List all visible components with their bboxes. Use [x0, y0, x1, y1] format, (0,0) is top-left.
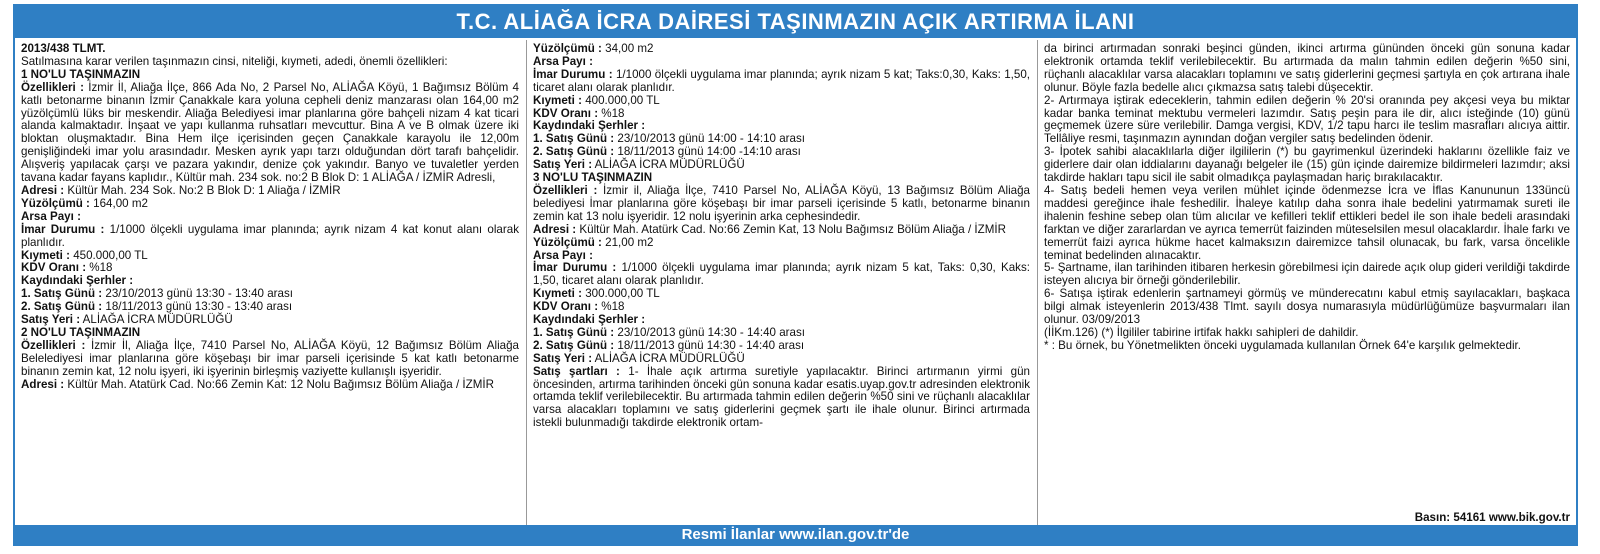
field-value: 18/11/2013 günü 14:00 -14:10 arası	[614, 145, 801, 159]
paragraph	[1044, 185, 1570, 262]
paragraph-text: 3- İpotek sahibi alacaklılarla diğer ilgililerin (*) bu gayrimenkul üzerindeki haklarını özellikle faiz ve giderlere dair olan iddialarını dayanağı belgeler ile (15) gün içinde dairemize bildirmeleri lazımdır; aksi takdirde hakları tapu sicil ile sabit olmadıkça paylaşmadan hariç bırakılacaktır.	[1044, 145, 1570, 185]
field-value: 450.000,00 TL	[69, 248, 148, 262]
column-1	[15, 40, 525, 544]
paragraph	[1044, 288, 1570, 327]
field-value: %18	[86, 261, 113, 275]
field-label: Adresi :	[533, 222, 577, 236]
paragraph-text: Satılmasına karar verilen taşınmazın cinsi, niteliği, kıymeti, adedi, önemli özellikleri:	[21, 54, 448, 68]
field-label: Yüzölçümü :	[21, 196, 90, 210]
paragraph	[21, 224, 519, 250]
field-value: 21,00 m2	[601, 235, 654, 249]
field-label: Özellikleri :	[21, 338, 86, 352]
field-label: Kaydındaki Şerhler :	[533, 119, 646, 133]
paragraph-text: 2 NO'LU TAŞINMAZIN	[21, 325, 141, 339]
field-label: 2. Satış Günü :	[533, 145, 615, 159]
paragraph	[533, 366, 1030, 431]
paragraph-text: 2013/438 TLMT.	[21, 42, 106, 55]
paragraph-text: 2- Artırmaya iştirak edeceklerin, tahmin edilen değerin % 20'si oranında pey akçesi veya bu miktar kadar banka teminat mektubu vermeleri lazımdır. Satış peşin para ile dir, alıcı isteğinde (10) günü geçmemek üzere süre verilebilir. Damga vergisi, KDV, 1/2 tapu harcı ile teslim masrafları alıcıya aittir. Tellâliye resmi, taşınmazın aynından doğan vergiler satış bedelinden ödenir.	[1044, 93, 1570, 146]
field-label: İmar Durumu :	[533, 67, 613, 81]
field-label: Kaydındaki Şerhler :	[533, 313, 646, 327]
paragraph	[533, 185, 1030, 224]
field-label: Kıymeti :	[21, 248, 70, 262]
field-value: İzmir İl, Aliağa İlçe, 866 Ada No, 2 Parsel No, ALİAĞA Köyü, 1 Bağımsız Bölüm 4 katlı betonarme binanın İzmir Çanakkale kara yoluna cepheli deniz manzarası olan 164,00 m2 yüzölçümlü lüks bir meskendir. Aliağa Belediyesi imar planlarına göre bahçeli nizam 4 kat ticari alanda kalmaktadır. İnşaat ve yapı kullanma ruhsatları mevcuttur. Bina A ve B olmak üzere iki bloktan oluşmaktadır. Bina Hem ilçe içerisinden geçen Çanakkale karayolu ile 12,00m genişliğindeki imar yolu arasındadır. Mesken ayrık yapı tarzı olduğundan dört tarafı bahçelidir. Alışveriş yapılacak çarşı ve pazara yakındır, denize çok yakındır. Banyo ve tuvaletler yerden tavana kadar fayans kaplıdır., Kültür mah. 234 sok. no:2 B Blok D: 1 ALİAĞA / İZMİR Adresli,	[21, 80, 520, 185]
field-label: İmar Durumu :	[21, 222, 105, 236]
field-value: 400.000,00 TL	[581, 93, 660, 107]
field-label: 1. Satış Günü :	[533, 132, 615, 146]
field-label: 1. Satış Günü :	[21, 287, 103, 301]
field-value: 34,00 m2	[601, 42, 654, 55]
field-value: 23/10/2013 günü 14:00 - 14:10 arası	[614, 132, 805, 146]
paragraph	[1044, 146, 1570, 185]
field-value: Kültür Mah. Atatürk Cad. No:66 Zemin Kat: 12 Nolu Bağımsız Bölüm Aliağa / İZMİR	[64, 377, 494, 391]
paragraph-text: 3 NO'LU TAŞINMAZIN	[533, 171, 653, 185]
field-value: 18/11/2013 günü 14:30 - 14:40 arası	[614, 338, 805, 352]
field-label: Adresi :	[21, 183, 65, 197]
paragraph-text: 1 NO'LU TAŞINMAZIN	[21, 67, 141, 81]
field-label: İmar Durumu :	[533, 261, 617, 275]
field-label: Satış Yeri :	[533, 351, 593, 365]
paragraph-text: 4- Satış bedeli hemen veya verilen mühlet içinde ödenmezse İcra ve İflas Kanununun 133üncü maddesi gereğince ihale feshedilir. İhaleye katılıp daha sonra ihale bedelini yatırmamak sureti ile ihalenin feshine sebep olan tüm alıcılar ve kefilleri teklif ettikleri bedel ile son ihale bedeli arasındaki farktan ve diğer zararlardan ve ayrıca temerrüt faizinden müteselsilen mesul olacaklardır. İhale farkı ve temerrüt faizi ayrıca hükme hacet kalmaksızın dairemizce tahsil olunacak, bu fark, varsa öncelikle teminat bedelinden alınacaktır.	[1044, 183, 1570, 262]
field-label: 2. Satış Günü :	[21, 300, 103, 314]
field-label: KDV Oranı :	[21, 261, 87, 275]
paragraph	[533, 237, 1030, 250]
field-label: Arsa Payı :	[21, 209, 81, 223]
field-value: Kültür Mah. Atatürk Cad. No:66 Zemin Kat, 13 Nolu Bağımsız Bölüm Aliağa / İZMİR	[576, 222, 1006, 236]
paragraph-text: 5- Şartname, ilan tarihinden itibaren herkesin görebilmesi için dairede açık olup gideri verildiği takdirde isteyen alıcıya bir örneği gönderilebilir.	[1044, 261, 1570, 288]
field-value: İzmir İl, Aliağa İlçe, 7410 Parsel No, ALİAĞA Köyü, 12 Bağımsız Bölüm Aliağa Belelediyesi imar planlarına göre köşebaşı bir imar parseli içerisinde 5 kat katlı betonarme binanın zemin kat, 12 nolu işyeri, iki işyerinin birleşmiş vaziyette kullanışlı işyeridir.	[21, 338, 519, 378]
field-value: 164,00 m2	[89, 196, 148, 210]
field-label: Satış şartları :	[533, 364, 620, 378]
paragraph	[1044, 262, 1570, 288]
field-label: Arsa Payı :	[533, 248, 593, 262]
paragraph	[21, 82, 519, 185]
field-label: 1. Satış Günü :	[533, 325, 615, 339]
field-label: Yüzölçümü :	[533, 235, 602, 249]
paragraph	[533, 262, 1030, 288]
field-label: Kıymeti :	[533, 287, 582, 301]
column-2	[526, 40, 1036, 544]
basin-reference: Basın: 54161 www.bik.gov.tr	[1414, 511, 1570, 524]
field-label: Satış Yeri :	[21, 313, 81, 327]
field-value: 1- İhale açık artırma suretiyle yapılacaktır. Birinci artırmanın yirmi gün öncesinden, artırma tarihinden önceki gün sonuna kadar esatis.uyap.gov.tr adresinden elektronik ortamda teklif verilebilecektir. Bu artırmada tahmin edilen değerin %50 sini ve rüçhanlı alacaklılar varsa alacakları toplamını ve satış giderlerini geçmek şartı ile ihale olunur. Birinci artırmada istekli bulunmadığı takdirde elektronik ortam-	[533, 364, 1030, 430]
column-3	[1037, 40, 1576, 544]
field-label: Özellikleri :	[21, 80, 84, 94]
paragraph-text: (İİKm.126) (*) İlgililer tabirine irtifak hakkı sahipleri de dahildir.	[1044, 325, 1359, 339]
field-label: KDV Oranı :	[533, 300, 599, 314]
field-label: Kıymeti :	[533, 93, 582, 107]
announcement-title: T.C. ALİAĞA İCRA DAİRESİ TAŞINMAZIN AÇIK ARTIRMA İLANI	[15, 6, 1576, 38]
field-label: Satış Yeri :	[533, 158, 593, 172]
field-label: Arsa Payı :	[533, 54, 593, 68]
field-value: 1/1000 ölçekli uygulama imar planında; ayrık nizam 4 kat konut alanı olarak planlıdır.	[21, 222, 519, 249]
paragraph	[533, 43, 1030, 56]
field-value: 23/10/2013 günü 13:30 - 13:40 arası	[102, 287, 293, 301]
field-value: İzmir il, Aliağa İlçe, 7410 Parsel No, ALİAĞA Köyü, 13 Bağımsız Bölüm Aliağa belediyesi İmar planlarına göre köşebaşı bir imar parseli içerisinde 5 katlı, betonarme binanın zemin kat 13 nolu işyeridir. 12 nolu işyerinin arka cephesindedir.	[533, 183, 1031, 223]
announcement-body	[15, 40, 1576, 544]
paragraph	[21, 340, 519, 379]
field-value: ALİAĞA İCRA MÜDÜRLÜĞÜ	[80, 313, 233, 327]
paragraph-text: da birinci artırmadan sonraki beşinci günden, ikinci artırma gününden önceki gün sonuna kadar elektronik ortamda teklif verilebilecektir. Bu artırmada da malın tahmin edilen değerin %50 sini, rüçhanlı alacaklılar varsa alacakları toplamını ve satış giderlerini geçmesi şartıyla en çok artırana ihale olunur. Böyle fazla bedelle alıcı çıkmazsa satış talebi düşecektir.	[1044, 42, 1570, 94]
field-label: Adresi :	[21, 377, 65, 391]
paragraph-text: 6- Satışa iştirak edenlerin şartnameyi görmüş ve münderecatını kabul etmiş sayılacakları, başkaca bilgi almak isteyenlerin 2013/438 Tlmt. sayılı dosya numarasıyla müdürlüğümüze başvurmaları ilan olunur. 03/09/2013	[1044, 287, 1570, 327]
field-label: Özellikleri :	[533, 183, 598, 197]
paragraph	[21, 198, 519, 211]
paragraph	[21, 379, 519, 392]
field-value: 1/1000 ölçekli uygulama imar planında; ayrık nizam 5 kat; Taks:0,30, Kaks: 1,50, ticaret alanı olarak planlıdır.	[533, 67, 1030, 94]
field-label: KDV Oranı :	[533, 106, 599, 120]
field-label: Kaydındaki Şerhler :	[21, 274, 134, 288]
field-value: %18	[598, 106, 625, 120]
field-value: 1/1000 ölçekli uygulama imar planında; ayrık nizam 5 kat, Taks: 0,30, Kaks: 1,50, ticaret alanı olarak planlıdır.	[533, 261, 1030, 288]
paragraph	[1044, 340, 1570, 353]
field-value: 23/10/2013 günü 14:30 - 14:40 arası	[614, 325, 805, 339]
paragraph	[1044, 43, 1570, 95]
paragraph-text: * : Bu örnek, bu Yönetmelikten önceki uygulamada kullanılan Örnek 64'e karşılık gelmektedir.	[1044, 338, 1521, 352]
field-label: 2. Satış Günü :	[533, 338, 615, 352]
field-value: 18/11/2013 günü 13:30 - 13:40 arası	[102, 300, 293, 314]
field-value: ALİAĞA İCRA MÜDÜRLÜĞÜ	[592, 351, 745, 365]
announcement-frame	[13, 4, 1578, 546]
footer-banner[interactable]: Resmi İlanlar www.ilan.gov.tr'de	[15, 525, 1576, 544]
field-value: 300.000,00 TL	[581, 287, 660, 301]
field-value: Kültür Mah. 234 Sok. No:2 B Blok D: 1 Aliağa / İZMİR	[64, 183, 341, 197]
field-value: %18	[598, 300, 625, 314]
field-value: ALİAĞA İCRA MÜDÜRLÜĞÜ	[592, 158, 745, 172]
field-label: Yüzölçümü :	[533, 42, 602, 55]
paragraph	[1044, 95, 1570, 147]
paragraph	[533, 69, 1030, 95]
